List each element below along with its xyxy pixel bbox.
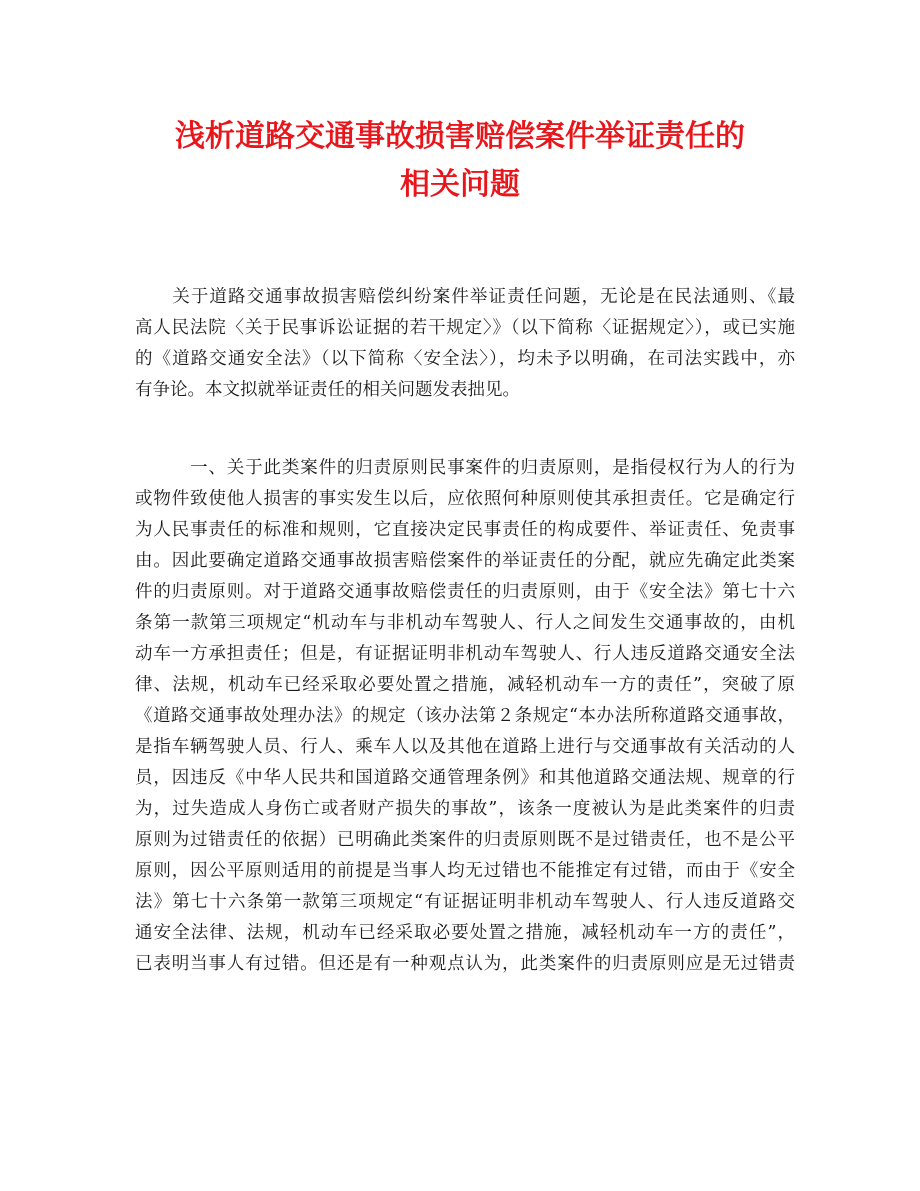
- paragraph-2-line: 原则为过错责任的依据）已明确此类案件的归责原则既不是过错责任，也不是公平: [135, 830, 795, 850]
- document-title-line-1: 浅析道路交通事故损害赔偿案件举证责任的: [175, 119, 745, 154]
- paragraph-2-line: 原则，因公平原则适用的前提是当事人均无过错也不能推定有过错，而由于《安全: [135, 861, 795, 881]
- paragraph-2-line: 《道路交通事故处理办法》的规定（该办法第２条规定“本办法所称道路交通事故，: [135, 706, 795, 726]
- paragraph-2-line: 一、关于此类案件的归责原则民事案件的归责原则，是指侵权行为人的行为: [135, 458, 795, 478]
- paragraph-1-line: 的《道路交通安全法》（以下简称〈安全法〉），均未予以明确，在司法实践中，亦: [135, 349, 795, 369]
- paragraph-2-line: 法》第七十六条第一款第三项规定“有证据证明非机动车驾驶人、行人违反道路交: [135, 892, 795, 912]
- paragraph-2-line: 或物件致使他人损害的事实发生以后，应依照何种原则使其承担责任。它是确定行: [135, 489, 795, 509]
- paragraph-1-line: 高人民法院〈关于民事诉讼证据的若干规定〉》（以下简称〈证据规定〉），或已实施: [135, 318, 795, 338]
- paragraph-2-line: 条第一款第三项规定“机动车与非机动车驾驶人、行人之间发生交通事故的，由机: [135, 613, 795, 633]
- paragraph-2-line: 为，过失造成人身伤亡或者财产损失的事故”，该条一度被认为是此类案件的归责: [135, 799, 795, 819]
- document-title-line-2: 相关问题: [400, 167, 520, 202]
- paragraph-2-line: 动车一方承担责任；但是，有证据证明非机动车驾驶人、行人违反道路交通安全法: [135, 644, 795, 664]
- paragraph-2-line: 通安全法律、法规，机动车已经采取必要处置之措施，减轻机动车一方的责任”，: [135, 923, 795, 943]
- paragraph-2-line: 员，因违反《中华人民共和国道路交通管理条例》和其他道路交通法规、规章的行: [135, 768, 795, 788]
- paragraph-2-line: 由。因此要确定道路交通事故损害赔偿案件的举证责任的分配，就应先确定此类案: [135, 551, 795, 571]
- paragraph-2-line: 是指车辆驾驶人员、行人、乘车人以及其他在道路上进行与交通事故有关活动的人: [135, 737, 795, 757]
- paragraph-1-line: 关于道路交通事故损害赔偿纠纷案件举证责任问题，无论是在民法通则、《最: [135, 287, 795, 307]
- paragraph-1-line: 有争论。本文拟就举证责任的相关问题发表拙见。: [135, 380, 520, 400]
- paragraph-2-line: 律、法规，机动车已经采取必要处置之措施，减轻机动车一方的责任”，突破了原: [135, 675, 795, 695]
- paragraph-2-line: 为人民事责任的标准和规则，它直接决定民事责任的构成要件、举证责任、免责事: [135, 520, 795, 540]
- paragraph-2-line: 已表明当事人有过错。但还是有一种观点认为，此类案件的归责原则应是无过错责: [135, 954, 795, 974]
- paragraph-2-line: 件的归责原则。对于道路交通事故赔偿责任的归责原则，由于《安全法》第七十六: [135, 582, 795, 602]
